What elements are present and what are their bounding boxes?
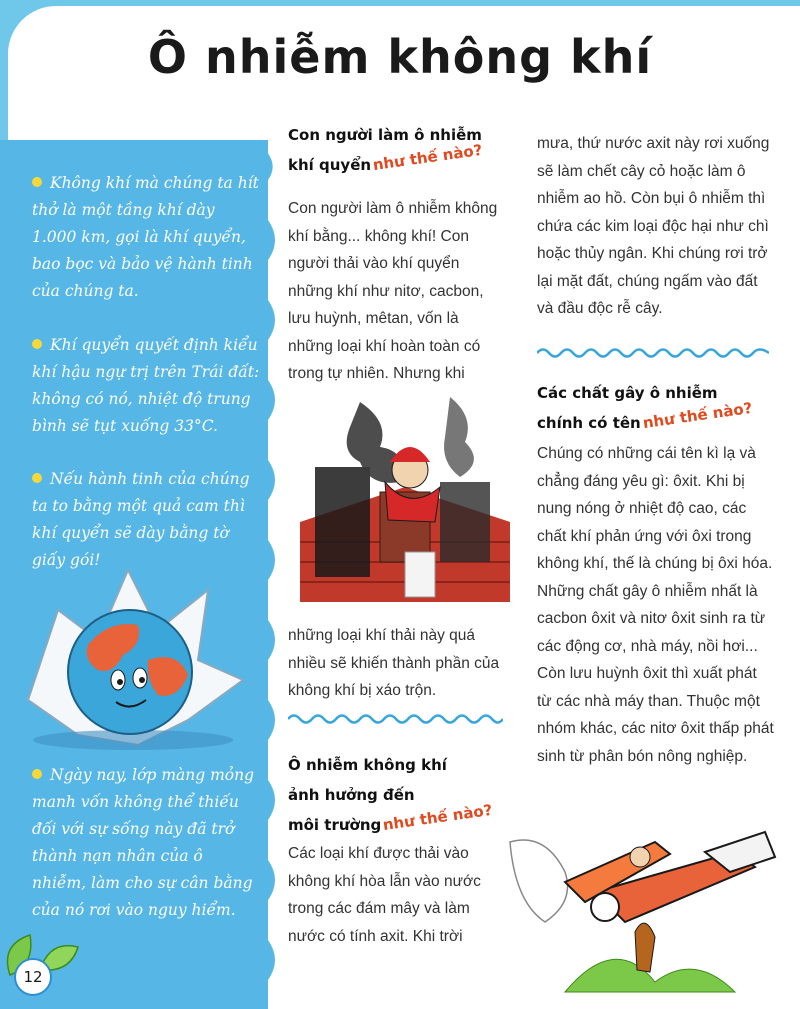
handwritten-question: như thế nào?: [371, 140, 484, 175]
section-heading-pollutants: Các chất gây ô nhiễm chính có tênnhư thế nào?: [537, 378, 787, 438]
section-text: mưa, thứ nước axit này rơi xuống sẽ làm chết cây cỏ hoặc làm ô nhiễm ao hồ. Còn bụi ô nhiễm thì chứa các kim loại độc hại như chì hoặc thủy ngân. Khi chúng rơi trở lại mặt đất, chúng ngấm vào đất và đầu độc rễ cây.: [537, 135, 770, 317]
section-text: Chúng có những cái tên kì lạ và chẳng đáng yêu gì: ôxit. Khi bị nung nóng ở nhiệt độ cao, các chất khí phản ứng với ôxi trong không khí, thế là chúng bị ôxi hóa. Những chất gây ô nhiễm nhất là cacbon ôxit và nitơ ôxit sinh ra từ các động cơ, nhà máy, nồi hơi... Còn lưu huỳnh ôxit thì xuất phát từ các nhà máy than. Thuộc một nhóm khác, các nitơ ôxit thấp phát sinh từ phân bón nông nghiệp.: [537, 445, 774, 765]
airplane-illustration: [505, 812, 795, 1002]
section-heading-pollution: Con người làm ô nhiễm khí quyểnnhư thế nào?: [288, 120, 528, 180]
page-title: Ô nhiễm không khí: [147, 30, 653, 84]
section-text: Các loại khí được thải vào không khí hòa lẫn vào nước trong các đám mây và làm nước có tính axit. Khi trời: [288, 845, 481, 945]
facts-panel: [0, 140, 268, 1009]
handwritten-question: như thế nào?: [641, 398, 754, 433]
bullet-icon: [32, 769, 42, 779]
wavy-divider: [288, 712, 503, 726]
bullet-icon: [32, 339, 42, 349]
section-heading-environment: Ô nhiễm không khí ảnh hưởng đến môi trườngnhư thế nào?: [288, 750, 528, 840]
wavy-divider: [537, 346, 769, 360]
bullet-icon: [32, 473, 42, 483]
fact-item: Khí quyển quyết định kiểu khí hậu ngự trị trên Trái đất: không có nó, nhiệt độ trung bình sẽ tụt xuống 33°C.: [32, 336, 260, 435]
fact-item: Ngày nay, lớp màng mỏng manh vốn không thể thiếu đối với sự sống này đã trở thành nạn nhân của ô nhiễm, làm cho sự cân bằng của nó rơi vào nguy hiểm.: [32, 766, 255, 919]
section-text: những loại khí thải này quá nhiều sẽ khiến thành phần của không khí bị xáo trộn.: [288, 627, 500, 699]
globe-illustration: [18, 550, 248, 750]
santa-chimney-illustration: [300, 392, 510, 602]
fact-item: Nếu hành tinh của chúng ta to bằng một quả cam thì khí quyển sẽ dày bằng tờ giấy gói!: [32, 470, 250, 569]
section-text: Con người làm ô nhiễm không khí bằng... không khí! Con người thải vào khí quyển những khí như nitơ, cacbon, lưu huỳnh, mêtan, vốn là những loại khí hoàn toàn có trong tự nhiên. Nhưng khi: [288, 200, 498, 382]
bullet-icon: [32, 177, 42, 187]
handwritten-question: như thế nào?: [381, 800, 494, 835]
page-number: 12: [14, 958, 52, 996]
fact-item: Không khí mà chúng ta hít thở là một tầng khí dày 1.000 km, gọi là khí quyển, bao bọc và bảo vệ hành tinh của chúng ta.: [32, 174, 259, 300]
